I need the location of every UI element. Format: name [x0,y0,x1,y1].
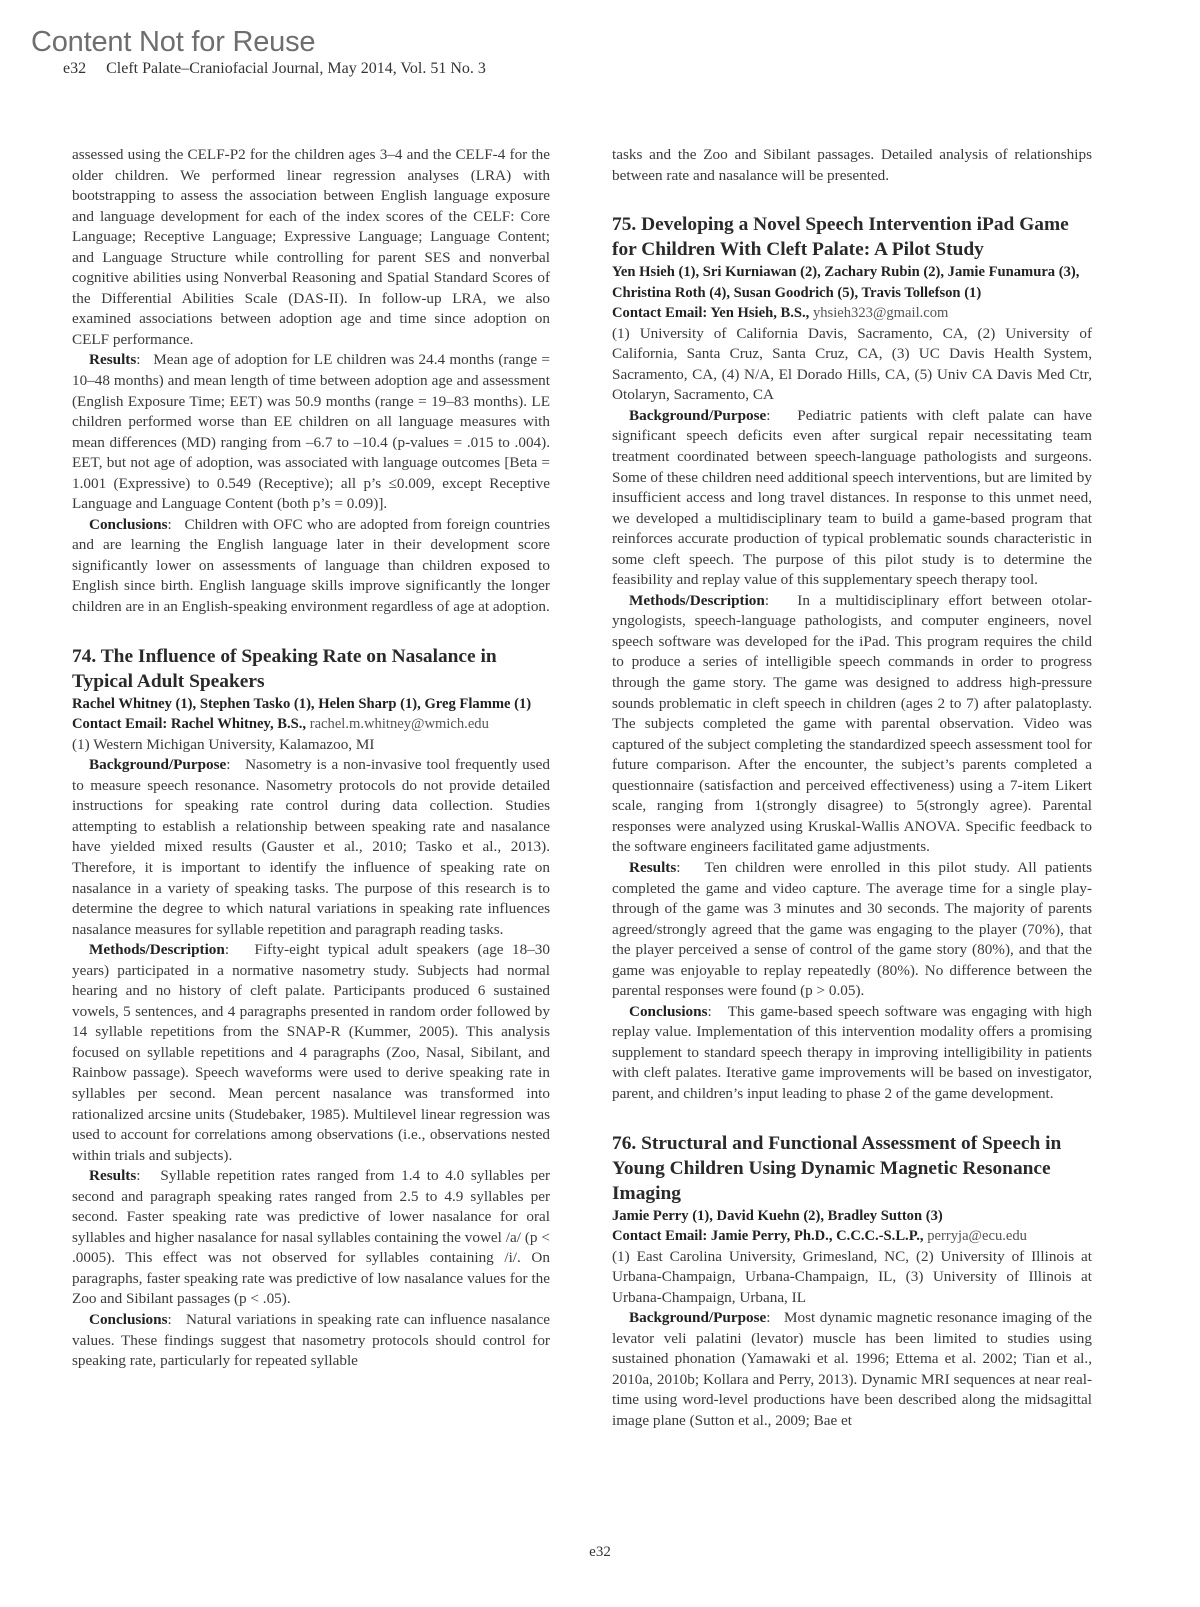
section-label-results: Results [89,1167,137,1185]
running-head-page: e32 [63,60,87,77]
contact-email-link[interactable]: rachel.m.whitney@wmich.edu [309,716,489,733]
section-label-conclusions: Conclusions [89,1310,168,1328]
contact-label: Contact Email: Jamie Perry, Ph.D., C.C.C.-S.L.P., [612,1228,924,1245]
section-label-background: Background/Purpose [629,1309,767,1327]
left-column [72,145,550,1372]
abstract-74-contact [72,714,550,735]
abstract-75-contact [612,303,1092,324]
results-text: Syllable repetition rates ranged from 1.4 to 4.0 syllables per second and paragraph speaking rates ranged from 2.5 to 4.9 syllables per second. Faster speaking rate was predictive of lower nasalance for oral syllables and higher nasalance for nasal syllables containing the vowel /a/ (p < .0005). This effect was not observed for syllables containing /i/. On paragraphs, faster speaking rate was predictive of low nasalance values for the Zoo and Sibilant passages (p < .05). [72,1167,550,1308]
section-label-conclusions: Conclusions [89,515,168,533]
section-label-background: Background/Purpose [629,406,767,424]
section-label-methods: Methods/Description [629,591,765,609]
abstract-75-title: 75. Developing a Novel Speech Intervention iPad Game for Children With Cleft Palate: A Pilot Study [612,214,1069,261]
running-head [63,60,486,78]
contact-label: Contact Email: Yen Hsieh, B.S., [612,305,810,322]
methods-text: Fifty-eight typical adult speakers (age 18–30 years) participated in a normative nasometry study. Subjects had normal hearing and no history of cleft palate. Participants produced 6 sustained vowels, 5 sentences, and 4 paragraphs presented in random order followed by 14 syllable repetitions from the SNAP-R (Kummer, 2005). This analysis focused on syllable repetitions and 4 paragraphs (Zoo, Nasal, Sibilant, and Rainbow passage). Speech waveforms were used to derive speaking rate in syllables per second. Mean percent nasalance was transformed into rationalized arcsine units (Studebaker, 1985). Multilevel linear regression was used to account for correlations among observations (i.e., observations nested within trials and subjects). [72,941,550,1164]
abstract-75-conclusions: Conclusions: This game-based speech software was engaging with high replay value. Implementation of this intervention modality offers a promising supplement to standard speech therapy in improving intelligibility in patients with cleft palates. Iterative game improvements will be based on investigator, parent, and children’s input leading to phase 2 of the game development. [612,1002,1092,1102]
section-label-background: Background/Purpose [89,756,227,774]
abstract-76-affiliations: (1) East Carolina University, Grimesland, NC, (2) University of Illinois at Urbana-Champaign, Urbana-Champaign, IL, (3) University of Illinois at Urbana-Champaign, Urbana, IL [612,1247,1092,1306]
abstract-76-authors: Jamie Perry (1), David Kuehn (2), Bradley Sutton (3) [612,1207,943,1224]
abstract-74-authors: Rachel Whitney (1), Stephen Tasko (1), Helen Sharp (1), Greg Flamme (1) [72,695,532,712]
section-label-results: Results [89,351,137,369]
section-label-conclusions: Conclusions [629,1002,708,1020]
abstract-76-title: 76. Structural and Functional Assessment of Speech in Young Children Using Dynamic Magnetic Resonance Imaging [612,1132,1062,1204]
contact-email-link[interactable]: yhsieh323@gmail.com [812,305,949,322]
conclusions-text: Children with OFC who are adopted from foreign countries and are learning the English language later in their development score significantly lower on assessments of language than children exposed to English since birth. English language skills improve significantly the longer children are in an English-speaking environment regardless of age at adoption. [72,515,550,616]
continued-abstract-74: tasks and the Zoo and Sibilant passages. Detailed analysis of relationships between rate and nasalance will be presented. [612,146,1092,184]
methods-text: In a multidisciplinary effort between otolaryngologists, speech-language pathologists, and computer engineers, novel speech software was developed for the iPad. This program requires the child to produce a series of intelligible speech commands in order to progress through the game story. The game was designed to address high-pressure sounds problematic in cleft speech in children (ages 2 to 7) after palatoplasty. The subjects completed the game with parental observation. Video was captured of the subject completing the standardized speech assessment tool for future comparison. After the encounter, the subject’s parents completed a questionnaire (satisfaction and perceived effectiveness) using a 7-item Likert scale, ranging from 1(strongly disagree) to 5(strongly agree). Parental responses were analyzed using Kruskal-Wallis ANOVA. Specific feedback to the software engineers facilitated game adjustments. [612,591,1092,856]
running-head-journal: Cleft Palate–Craniofacial Journal, May 2014, Vol. 51 No. 3 [106,60,486,77]
abstract-75-methods: Methods/Description: In a multidisciplinary effort between otolaryngologists, speech-language pathologists, and computer engineers, novel speech software was developed for the iPad. This program requires the child to produce a series of intelligible speech commands in order to progress through the game story. The game was designed to address high-pressure sounds problematic in cleft speech in children (ages 2 to 7) after palatoplasty. The subjects completed the game with parental observation. Video was captured of the subject completing the standardized speech assessment tool for future comparison. After the encounter, the subject’s parents completed a questionnaire (satisfaction and perceived effectiveness) using a 7-item Likert scale, ranging from 1(strongly disagree) to 5(strongly agree). Parental responses were analyzed using Kruskal-Wallis ANOVA. Specific feedback to the software engineers facilitated game adjustments. [612,591,1092,856]
results-text: Ten children were enrolled in this pilot study. All patients completed the game and video capture. The average time for a single play-through of the game was 3 minutes and 30 seconds. The majority of parents agreed/strongly agreed that the game was engaging to the player (70%), that the player perceived a sense of control of the game story (80%), and that the game was enjoyable to replay repeatedly (80%). No difference between the parental responses were found (p > 0.05). [612,858,1092,1000]
abstract-74-results: Results: Syllable repetition rates ranged from 1.4 to 4.0 syllables per second and paragraph speaking rates ranged from 2.5 to 4.9 syllables per second. Faster speaking rate was predictive of lower nasalance for oral syllables and higher nasalance for nasal syllables containing the vowel /a/ (p < .0005). This effect was not observed for syllables containing /i/. On paragraphs, faster speaking rate was predictive of low nasalance values for the Zoo and Sibilant passages (p < .05). [72,1167,550,1308]
continued-conclusions: Conclusions: Children with OFC who are adopted from foreign countries and are learning the English language later in their development score significantly lower on assessments of language than children exposed to English since birth. English language skills improve significantly the longer children are in an English-speaking environment regardless of age at adoption. [72,515,550,616]
abstract-76-background: Background/Purpose: Most dynamic magnetic resonance imaging of the levator veli palatini (levator) muscle has been limited to studies using sustained phonation (Yamawaki et al. 1996; Ettema et al. 2002; Tian et al., 2010a, 2010b; Kollara and Perry, 2013). Dynamic MRI sequences at near real-time using word-level productions have been described along the midsagittal image plane (Sutton et al., 2009; Bae et [612,1309,1092,1429]
conclusions-text: This game-based speech software was engaging with high replay value. Implementation of this intervention modality offers a promising supplement to standard speech therapy in improving intelligibility in patients with cleft palates. Iterative game improvements will be based on investigator, parent, and children’s input leading to phase 2 of the game development. [612,1002,1092,1102]
right-column [612,145,1092,1432]
background-text: Nasometry is a non-invasive tool frequently used to measure speech resonance. Nasometry protocols do not provide detailed instructions for speaking rate control during data collection. Studies attempting to establish a relationship between speaking rate and nasalance have yielded mixed results (Gauster et al., 2010; Tasko et al., 2013). Therefore, it is important to identify the influence of speaking rate on nasalance in a variety of speaking tasks. The purpose of this research is to determine the degree to which natural variations in speaking rate influences nasalance measures for syllable repetition and paragraph reading tasks. [72,756,550,938]
abstract-75-background: Background/Purpose: Pediatric patients with cleft palate can have significant speech deficits even after surgical repair necessitating team treatment coordinated between speech-language pathologists and surgeons. Some of these children need additional speech interventions, but are limited by insufficient access and long travel distances. In response to this unmet need, we developed a multidisciplinary team to build a game-based program that reinforces accurate production of typical problematic sounds characteristic in some cleft speech. The purpose of this pilot study is to determine the feasibility and replay value of this supplementary speech therapy tool. [612,406,1092,589]
section-label-methods: Methods/Description [89,941,225,959]
page-number: e32 [589,1544,611,1560]
section-label-results: Results [629,858,677,876]
abstract-74-title: 74. The Influence of Speaking Rate on Nasalance in Typical Adult Speakers [72,645,497,692]
continued-results: Results: Mean age of adoption for LE children was 24.4 months (range = 10–48 months) and mean length of time between adoption age and assessment (English Exposure Time; EET) was 50.9 months (range = 19–83 months). LE children performed worse than EE children on all language measures with mean differences (MD) ranging from –6.7 to –10.4 (p-values = .015 to .004). EET, but not age of adoption, was associated with language outcomes [Beta = 1.001 (Expressive) to 0.549 (Receptive); all p’s ≤0.009, except Receptive Language and Language Content (both p’s = 0.09)]. [72,351,550,513]
results-text: Mean age of adoption for LE children was 24.4 months (range = 10–48 months) and mean length of time between adoption age and assessment (English Exposure Time; EET) was 50.9 months (range = 19–83 months). LE children performed worse than EE children on all language measures with mean differences (MD) ranging from –6.7 to –10.4 (p-values = .015 to .004). EET, but not age of adoption, was associated with language outcomes [Beta = 1.001 (Expressive) to 0.549 (Receptive); all p’s ≤0.009, except Receptive Language and Language Content (both p’s = 0.09)]. [72,351,550,513]
abstract-74-conclusions: Conclusions: Natural variations in speaking rate can influence nasalance values. These findings suggest that nasometry protocols should control for speaking rate, particularly for repeated syllable [72,1310,550,1370]
background-text: Pediatric patients with cleft palate can have significant speech deficits even after surgical repair necessitating team treatment coordinated between speech-language pathologists and surgeons. Some of these children need additional speech interventions, but are limited by insufficient access and long travel distances. In response to this unmet need, we developed a multidisciplinary team to build a game-based program that reinforces accurate production of typical problematic sounds characteristic in some cleft speech. The purpose of this pilot study is to determine the feasibility and replay value of this supplementary speech therapy tool. [612,406,1092,589]
continued-methods: assessed using the CELF-P2 for the children ages 3–4 and the CELF-4 for the older children. We performed linear regression analyses (LRA) with bootstrapping to assess the association between English language exposure and language development for each of the index scores of the CELF: Core Language; Receptive Language; Expressive Language; Language Content; and Language Structure while controlling for parent SES and nonverbal cognitive abilities using Nonverbal Reasoning and Spatial Standard Scores of the Differential Abilities Scale (DAS-II). In follow-up LRA, we also examined associations between adoption age and time since adoption on CELF performance. [72,146,550,348]
abstract-75-authors: Yen Hsieh (1), Sri Kurniawan (2), Zachary Rubin (2), Jamie Funamura (3), Christina Roth (4), Susan Goodrich (5), Travis Tollefson (1) [612,264,1080,301]
abstract-75-results: Results: Ten children were enrolled in this pilot study. All patients completed the game and video capture. The average time for a single play-through of the game was 3 minutes and 30 seconds. The majority of parents agreed/strongly agreed that the game was engaging to the player (70%), that the player perceived a sense of control of the game story (80%), and that the game was enjoyable to replay repeatedly (80%). No difference between the parental responses were found (p > 0.05). [612,858,1092,1000]
contact-email-link[interactable]: perryja@ecu.edu [927,1228,1027,1245]
conclusions-text: Natural variations in speaking rate can influence nasalance values. These findings suggest that nasometry protocols should control for speaking rate, particularly for repeated syllable [72,1310,550,1370]
abstract-75-affiliations: (1) University of California Davis, Sacramento, CA, (2) University of California, Santa Cruz, Santa Cruz, CA, (3) UC Davis Health System, Sacramento, CA, (4) N/A, El Dorado Hills, CA, (5) Univ CA Davis Med Ctr, Otolaryn, Sacramento, CA [612,324,1092,404]
contact-label: Contact Email: Rachel Whitney, B.S., [72,716,307,733]
abstract-74-methods: Methods/Description: Fifty-eight typical adult speakers (age 18–30 years) participated in a normative nasometry study. Subjects had normal hearing and no history of cleft palate. Participants produced 6 sustained vowels, 5 sentences, and 4 paragraphs presented in random order followed by 14 syllable repetitions from the SNAP-R (Kummer, 2005). This analysis focused on syllable repetitions and 4 paragraphs (Zoo, Nasal, Sibilant, and Rainbow passage). Speech waveforms were used to derive speaking rate in syllables per second. Mean percent nasalance was transformed into rationalized arcsine units (Studebaker, 1985). Multilevel linear regression was used to account for correlations among observations (i.e., observations nested within trials and subjects). [72,941,550,1164]
abstract-76-contact [612,1226,1092,1247]
abstract-74-affiliations: (1) Western Michigan University, Kalamazoo, MI [72,735,375,753]
background-text: Most dynamic magnetic resonance imaging of the levator veli palatini (levator) muscle has been limited to studies using sustained phonation (Yamawaki et al. 1996; Ettema et al. 2002; Tian et al., 2010a, 2010b; Kollara and Perry, 2013). Dynamic MRI sequences at near real-time using word-level productions have been described along the midsagittal image plane (Sutton et al., 2009; Bae et [612,1309,1092,1429]
watermark: Content Not for Reuse [31,26,316,58]
abstract-74-background: Background/Purpose: Nasometry is a non-invasive tool frequently used to measure speech resonance. Nasometry protocols do not provide detailed instructions for speaking rate control during data collection. Studies attempting to establish a relationship between speaking rate and nasalance have yielded mixed results (Gauster et al., 2010; Tasko et al., 2013). Therefore, it is important to identify the influence of speaking rate on nasalance in a variety of speaking tasks. The purpose of this research is to determine the degree to which natural variations in speaking rate influences nasalance measures for syllable repetition and paragraph reading tasks. [72,756,550,938]
